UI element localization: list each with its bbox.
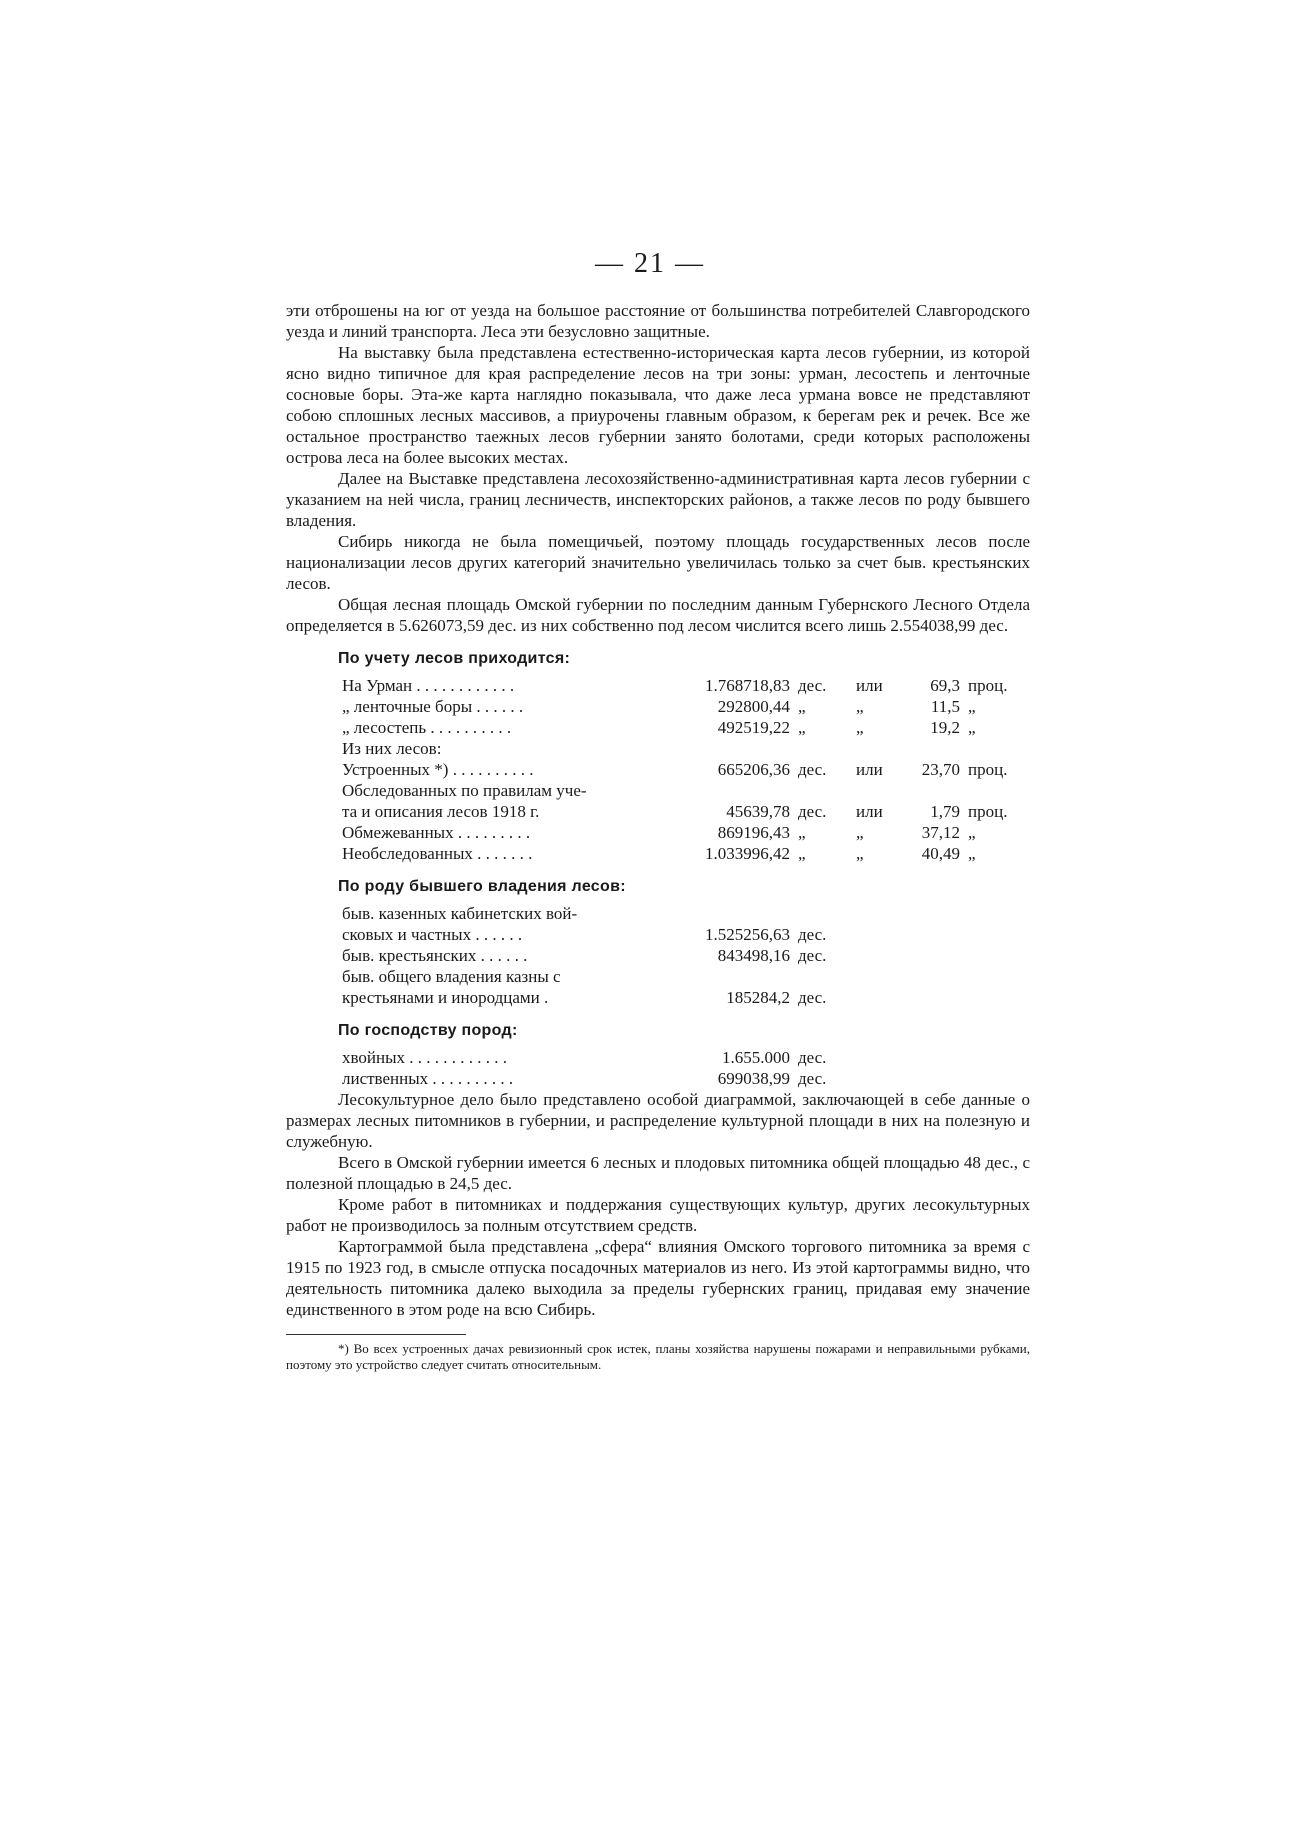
table-row: Устроенных *) . . . . . . . . . . 665206,36 дес. или 23,70 проц. bbox=[342, 760, 1008, 779]
paragraph: Картограммой была представлена „сфера“ влияния Омского торгового питомника за время с 1915 по 1923 год, в смысле отпуска посадочных материалов из него. Из этой картограммы видно, что деятельность питомника далеко выходила за пределы губернских границ, придавая ему значение единственного в этом роде на всю Сибирь. bbox=[286, 1237, 1030, 1319]
dominant-species-table bbox=[338, 1047, 852, 1089]
section-title-dominant-species: По господству пород: bbox=[338, 1022, 518, 1039]
table-row: „ ленточные боры . . . . . . 292800,44 „ „ 11,5 „ bbox=[342, 697, 976, 716]
page-content bbox=[286, 300, 1030, 1373]
paragraph: На выставку была представлена естественно-историческая карта лесов губернии, из которой ясно видно типичное для края распределение лесов на три зоны: урман, лесостепь и ленточные сосновые боры. Эта-же карта наглядно показывала, что даже леса урмана вовсе не представляют собою сплошных лесных массивов, а приурочены главным образом, к берегам рек и речек. Все же остальное пространство таежных лесов губернии занято болотами, среди которых расположены острова леса на более высоких местах. bbox=[286, 343, 1030, 467]
paragraph: Лесокультурное дело было представлено особой диаграммой, заключающей в себе данные о размерах лесных питомников в губернии, и распределение культурной площади в них на полезную и служебную. bbox=[286, 1090, 1030, 1151]
table-row: быв. казенных кабинетских вой- bbox=[342, 904, 578, 923]
table-row: Обследованных по правилам уче- bbox=[342, 781, 587, 800]
table-row: быв. крестьянских . . . . . . 843498,16 дес. bbox=[342, 946, 827, 965]
paragraph: Всего в Омской губернии имеется 6 лесных и плодовых питомника общей площадью 48 дес., с полезной площадью в 24,5 дес. bbox=[286, 1153, 1030, 1193]
table-row: быв. общего владения казны с bbox=[342, 967, 561, 986]
table-row: На Урман . . . . . . . . . . . . 1.768718,83 дес. или 69,3 проц. bbox=[342, 676, 1008, 695]
former-ownership-table bbox=[338, 903, 852, 1008]
paragraph: Кроме работ в питомниках и поддержания существующих культур, других лесокультурных работ не производилось за полным отсутствием средств. bbox=[286, 1195, 1030, 1235]
page-number: — 21 — bbox=[595, 248, 705, 279]
paragraph: эти отброшены на юг от уезда на большое расстояние от большинства потребителей Славгородского уезда и линий транспорта. Леса эти безусловно защитные. bbox=[286, 301, 1030, 341]
table-row: „ лесостепь . . . . . . . . . . 492519,22 „ „ 19,2 „ bbox=[342, 718, 976, 737]
table-row: Необследованных . . . . . . . 1.033996,42 „ „ 40,49 „ bbox=[342, 844, 976, 863]
paragraph: Сибирь никогда не была помещичьей, поэтому площадь государственных лесов после национализации лесов других категорий значительно увеличилась только за счет быв. крестьянских лесов. bbox=[286, 532, 1030, 593]
table-row: хвойных . . . . . . . . . . . . 1.655.000 дес. bbox=[342, 1048, 827, 1067]
table-subheader: Из них лесов: bbox=[342, 739, 442, 758]
table-row: лиственных . . . . . . . . . . 699038,99 дес. bbox=[342, 1069, 827, 1088]
table-row: крестьянами и инородцами . 185284,2 дес. bbox=[342, 988, 827, 1007]
section-title-forest-accounting: По учету лесов приходится: bbox=[338, 650, 571, 667]
paragraph: Общая лесная площадь Омской губернии по последним данным Губернского Лесного Отдела определяется в 5.626073,59 дес. из них собственно под лесом числится всего лишь 2.554038,99 дес. bbox=[286, 595, 1030, 635]
table-row: та и описания лесов 1918 г. 45639,78 дес. или 1,79 проц. bbox=[342, 802, 1008, 821]
footnote-divider bbox=[286, 1334, 466, 1335]
table-row bbox=[338, 738, 1022, 759]
section-title-former-ownership: По роду бывшего владения лесов: bbox=[338, 878, 626, 895]
forest-accounting-table bbox=[338, 675, 1022, 864]
paragraph: Далее на Выставке представлена лесохозяйственно-административная карта лесов губернии с указанием на ней числа, границ лесничеств, инспекторских районов, а также лесов по роду бывшего владения. bbox=[286, 469, 1030, 530]
footnote: *) Во всех устроенных дачах ревизионный срок истек, планы хозяйства нарушены пожарами и неправильными рубками, поэтому это устройство следует считать относительным. bbox=[286, 1341, 1030, 1372]
table-row: сковых и частных . . . . . . 1.525256,63 дес. bbox=[342, 925, 827, 944]
table-row: Обмежеванных . . . . . . . . . 869196,43 „ „ 37,12 „ bbox=[342, 823, 976, 842]
